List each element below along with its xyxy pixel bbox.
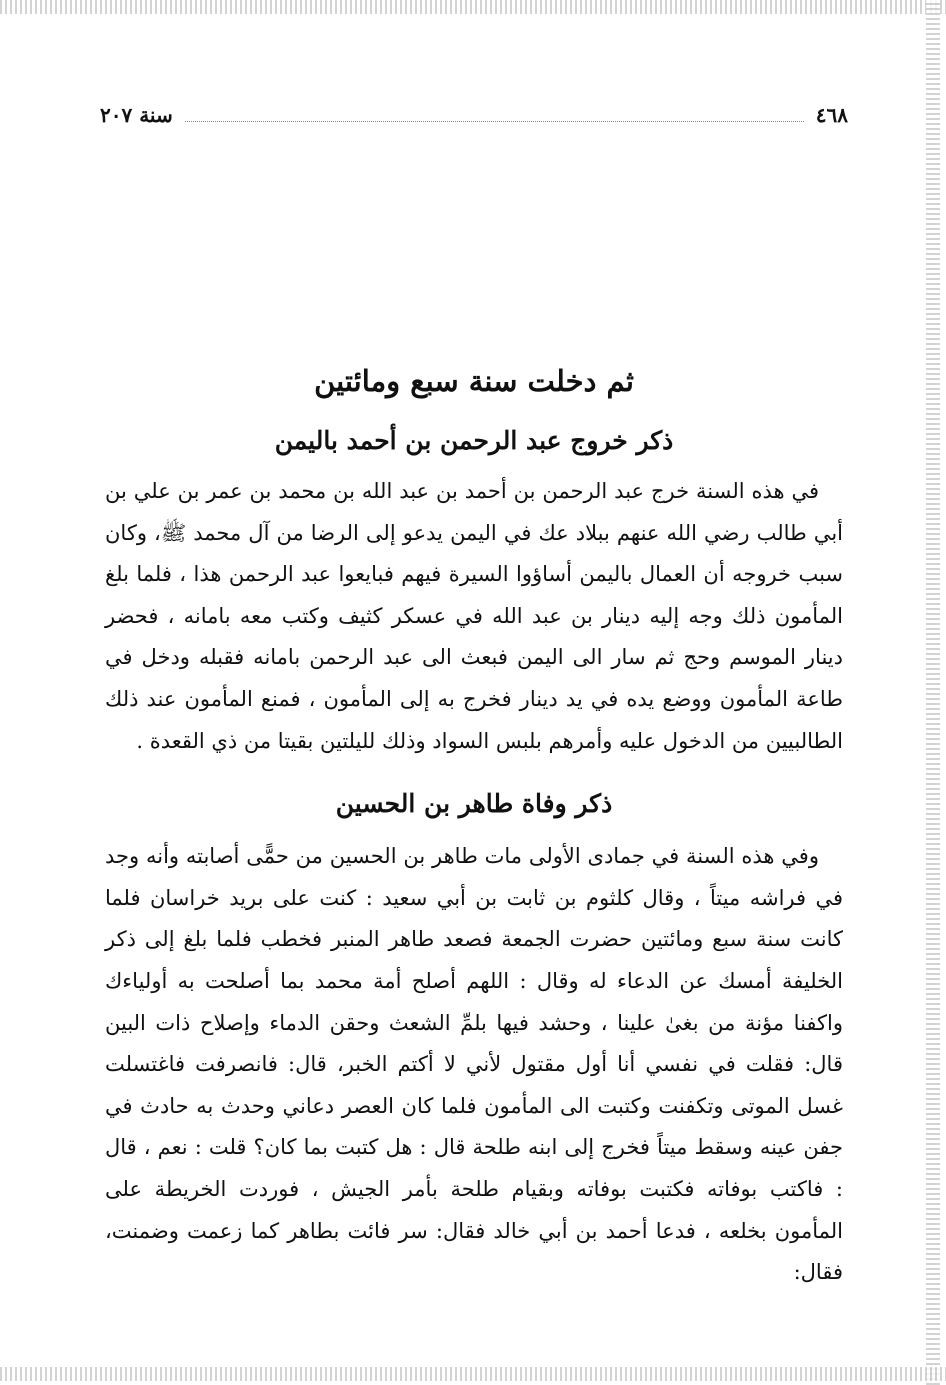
running-header xyxy=(100,100,848,130)
header-year-label: سنة ٢٠٧ xyxy=(100,103,173,127)
section-paragraph-abdulrahman: في هذه السنة خرج عبد الرحمن بن أحمد بن عبد الله بن محمد بن عمر بن علي بن أبي طالب رضي الله عنهم ببلاد عك في اليمن يدعو إلى الرضا من آل محمد ﷺ، وكان سبب خروجه أن العمال باليمن أساؤوا السيرة فيهم فبايعوا عبد الرحمن هذا ، فلما بلغ المأمون ذلك وجه إليه دينار بن عبد الله في عسكر كثيف وكتب معه بامانه ، فحضر دينار الموسم وحج ثم سار الى اليمن فبعث الى عبد الرحمن بامانه فقبله ودخل في طاعة المأمون ووضع يده في يد دينار فخرج به إلى المأمون ، فمنع المأمون عند ذلك الطالبيين من الدخول عليه وأمرهم بلبس السواد وذلك لليلتين بقيتا من ذي القعدة . xyxy=(105,479,843,753)
page-border-right xyxy=(926,0,940,1385)
section-heading-abdulrahman: ذكر خروج عبد الرحمن بن أحمد باليمن xyxy=(274,426,674,455)
section-paragraph-tahir: وفي هذه السنة في جمادى الأولى مات طاهر بن الحسين من حمًّى أصابته وأنه وجد في فراشه ميتاً ، وقال كلثوم بن ثابت بن أبي سعيد : كنت على بريد خراسان فلما كانت سنة سبع ومائتين حضرت الجمعة فصعد طاهر المنبر فخطب فلما بلغ إلى ذكر الخليفة أمسك عن الدعاء له وقال : اللهم أصلح أمة محمد بما أصلحت به أولياءك واكفنا مؤنة من بغىٰ علينا ، وحشد فيها بلمِّ الشعث وحقن الدماء وإصلاح ذات البين قال: فقلت في نفسي أنا أول مقتول لأني لا أكتم الخبر، قال: فانصرفت فاغتسلت غسل الموتى وتكفنت وكتبت الى المأمون فلما كان العصر دعاني وحدث به حادث في جفن عينه وسقط ميتاً فخرج إلى ابنه طلحة قال : هل كتبت بما كان؟ قلت : نعم ، قال : فاكتب بوفاته فكتبت بوفاته وبقيام طلحة بأمر الجيش ، فوردت الخريطة على المأمون بخلعه ، فدعا أحمد بن أبي خالد فقال: سر فائت بطاهر كما زعمت وضمنت، فقال: xyxy=(105,844,843,1285)
header-dotted-rule xyxy=(185,121,804,122)
section-heading-tahir: ذكر وفاة طاهر بن الحسين xyxy=(335,789,613,819)
chapter-title: ثم دخلت سنة سبع ومائتين xyxy=(314,364,634,398)
page-border-top xyxy=(0,0,946,14)
page-border-bottom xyxy=(0,1367,946,1381)
page-content xyxy=(105,355,843,1294)
page-number: ٤٦٨ xyxy=(815,103,848,127)
